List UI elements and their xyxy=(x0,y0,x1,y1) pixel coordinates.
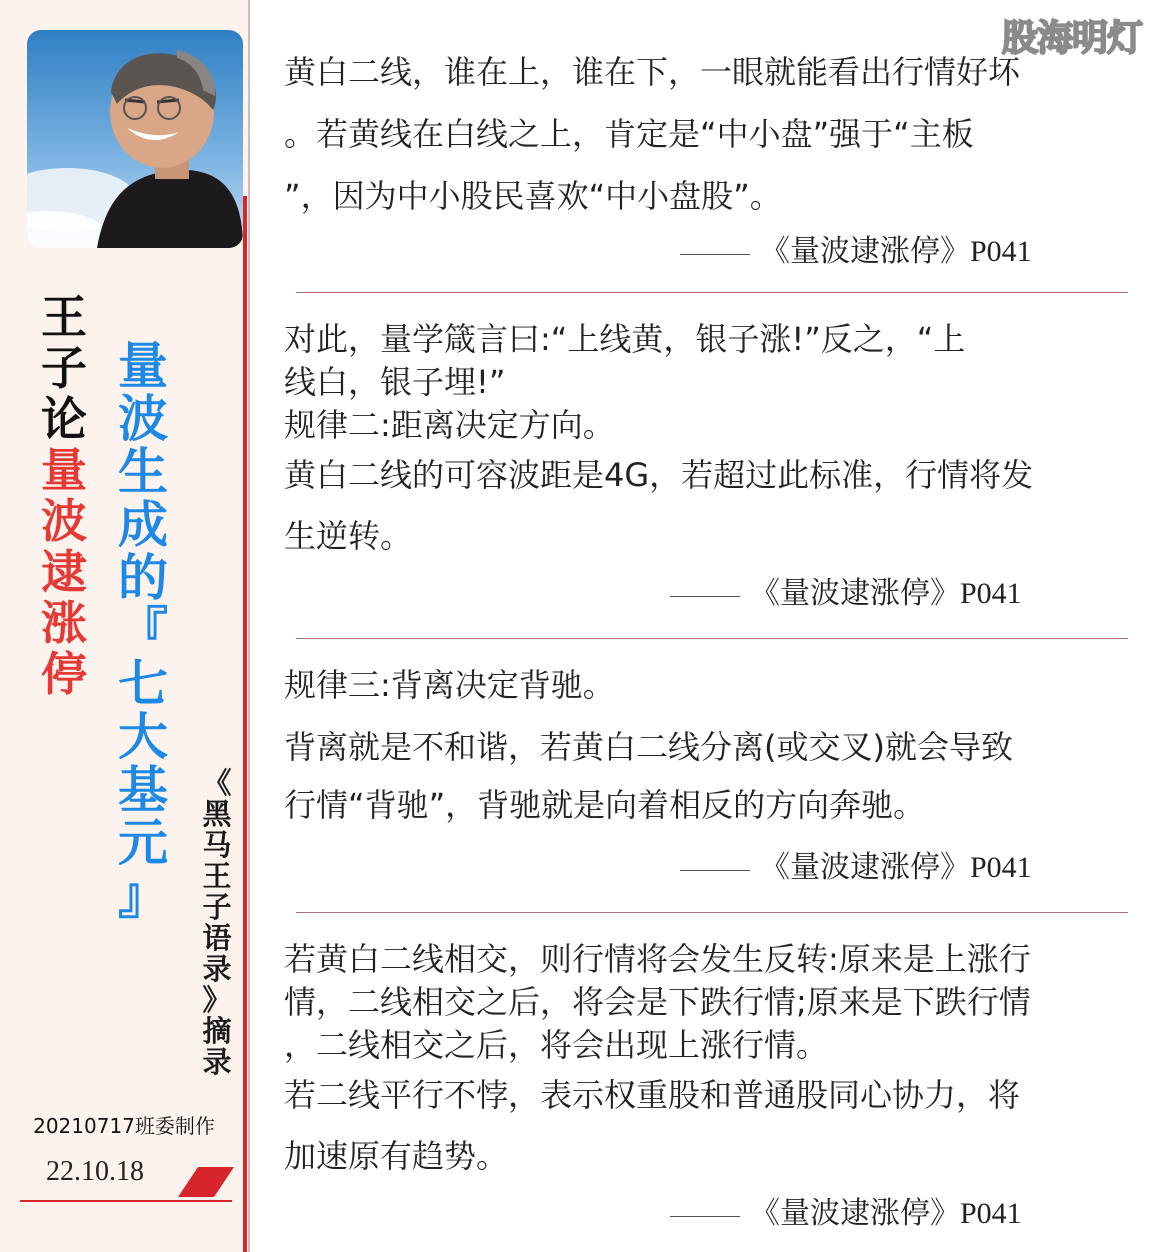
author-portrait xyxy=(27,30,243,248)
section-divider xyxy=(296,912,1128,913)
source-citation xyxy=(680,842,1032,886)
vertical-glyph: 大 xyxy=(118,708,168,766)
text-line: 规律三:背离决定背驰。 xyxy=(284,666,615,704)
text-line: 生逆转。 xyxy=(284,517,413,555)
vertical-glyph: 王 xyxy=(202,859,232,893)
date-label: 22.10.18 xyxy=(46,1156,144,1187)
quote-section-1 xyxy=(284,44,1130,230)
vertical-glyph: 》 xyxy=(202,983,232,1017)
vertical-glyph: 马 xyxy=(202,828,232,862)
source-citation xyxy=(670,1188,1022,1232)
dash-line xyxy=(670,596,740,597)
source-citation xyxy=(670,568,1022,612)
text-line: 若二线平行不悖，表示权重股和普通股同心协力，将 xyxy=(284,1076,1021,1114)
vertical-glyph: 子 xyxy=(202,890,232,924)
text-line: 黄白二线的可容波距是4G，若超过此标准，行情将发 xyxy=(284,456,1034,494)
watermark-logo: 股海明灯 xyxy=(1001,18,1142,59)
vertical-glyph: 的 xyxy=(118,549,168,607)
quote-section-3 xyxy=(284,660,1130,834)
dash-line xyxy=(670,1216,740,1217)
quote-section-2 xyxy=(284,318,1130,565)
vertical-glyph: 黑 xyxy=(202,797,232,831)
vertical-glyph: 录 xyxy=(202,1045,232,1079)
text-line: 情，二线相交之后，将会是下跌行情;原来是下跌行情 xyxy=(284,983,1031,1021)
vertical-glyph: 《 xyxy=(202,766,232,800)
vertical-glyph: 成 xyxy=(118,496,168,554)
vertical-glyph: 』 xyxy=(118,867,168,925)
vertical-glyph: 逮 xyxy=(41,545,87,599)
vertical-glyph: 子 xyxy=(41,341,87,395)
text-line: 规律二:距离决定方向。 xyxy=(284,406,615,444)
vertical-glyph: 生 xyxy=(118,443,168,501)
left-red-accent-line xyxy=(243,196,247,1252)
vertical-glyph: 元 xyxy=(118,814,168,872)
vertical-glyph: 基 xyxy=(118,761,168,819)
vertical-glyph: 波 xyxy=(118,390,168,448)
vertical-glyph: 涨 xyxy=(41,596,87,650)
vertical-glyph: 录 xyxy=(202,952,232,986)
maker-credit: 20210717班委制作 xyxy=(33,1114,215,1138)
text-line: 背离就是不和谐，若黄白二线分离(或交叉)就会导致 xyxy=(284,728,1013,766)
dash-line xyxy=(680,870,750,871)
text-line: 加速原有趋势。 xyxy=(284,1137,509,1175)
vertical-glyph: 语 xyxy=(202,921,232,955)
source-text: 《量波逮涨停》P041 xyxy=(750,577,1022,610)
text-line: ，二线相交之后，将会出现上涨行情。 xyxy=(284,1026,829,1064)
dash-line xyxy=(680,254,750,255)
source-text: 《量波逮涨停》P041 xyxy=(750,1197,1022,1230)
date-underline xyxy=(20,1200,232,1202)
text-line: 若黄白二线相交，则行情将会发生反转:原来是上涨行 xyxy=(284,940,1031,978)
vertical-glyph: 波 xyxy=(41,494,87,548)
vertical-glyph: 王 xyxy=(41,290,87,344)
left-panel xyxy=(0,0,250,1252)
excerpt-source-vertical xyxy=(196,768,238,1078)
text-line: 线白，银子埋!” xyxy=(284,363,506,401)
headline-vertical-title xyxy=(112,337,174,925)
vertical-glyph: 摘 xyxy=(202,1014,232,1048)
vertical-glyph: 停 xyxy=(41,647,87,701)
quote-section-4 xyxy=(284,938,1130,1185)
source-citation xyxy=(680,226,1032,270)
vertical-glyph: 『 xyxy=(118,602,168,660)
section-divider xyxy=(296,638,1128,639)
vertical-glyph: 量 xyxy=(118,337,168,395)
source-text: 《量波逮涨停》P041 xyxy=(760,851,1032,884)
author-vertical-title xyxy=(36,292,92,700)
source-text: 《量波逮涨停》P041 xyxy=(760,235,1032,268)
text-line: 行情“背驰”，背驰就是向着相反的方向奔驰。 xyxy=(284,786,926,824)
vertical-glyph: 论 xyxy=(41,392,87,446)
section-divider xyxy=(296,292,1128,293)
vertical-glyph: 七 xyxy=(118,655,168,713)
text-line: 黄白二线，谁在上，谁在下，一眼就能看出行情好坏 xyxy=(284,53,1021,91)
text-line: 对此，量学箴言曰:“上线黄，银子涨!”反之，“上 xyxy=(284,320,966,358)
date-stripe-decoration xyxy=(178,1167,234,1197)
text-line: 。若黄线在白线之上，肯定是“中小盘”强于“主板 xyxy=(284,115,974,153)
text-line: ”，因为中小股民喜欢“中小盘股”。 xyxy=(284,177,782,215)
vertical-glyph: 量 xyxy=(41,443,87,497)
